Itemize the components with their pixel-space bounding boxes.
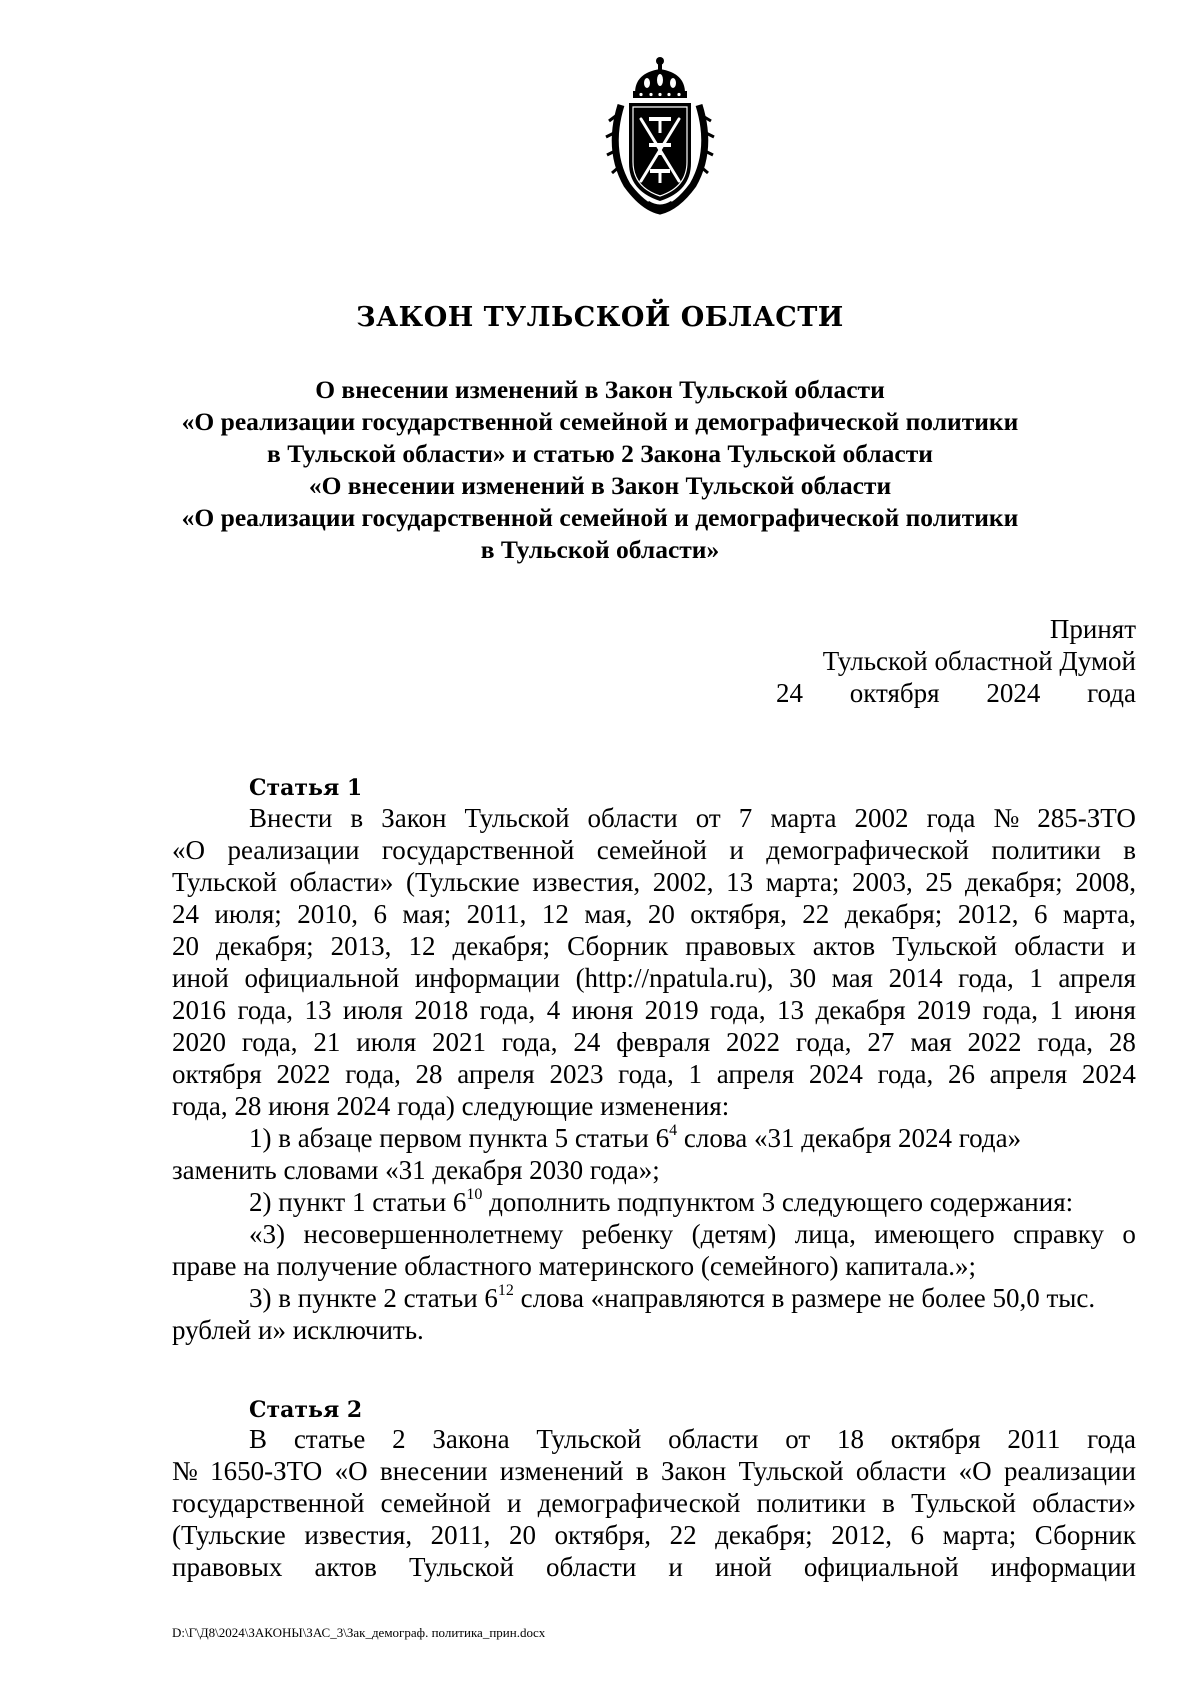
law-title: ЗАКОН ТУЛЬСКОЙ ОБЛАСТИ [356,302,844,333]
adoption-month: октября [849,678,940,708]
word: марта; [765,867,840,897]
article-1-heading: Статья 1 [249,775,363,801]
word: о [1122,1219,1136,1249]
word: и [729,835,744,865]
word: реализации [1003,1456,1136,1486]
word: 13 [777,995,805,1025]
word: области [587,803,678,833]
adoption-year-word: года [1087,678,1136,708]
text-line [172,898,1136,930]
word: известия, [532,867,641,897]
word: года [926,803,976,833]
word: (http://npatula.ru), [575,963,774,993]
word: декабря [815,995,906,1025]
word: 2003, [852,867,913,897]
word: 20 [647,899,675,929]
word: изменений [499,1456,624,1486]
word: декабря; [715,1520,813,1550]
word: области [1014,931,1105,961]
word: официальной [803,1552,959,1582]
word: актов [314,1552,377,1582]
word: 21 [313,1027,341,1057]
word: в [882,1488,895,1518]
word: имеющего [874,1219,995,1249]
word: года, [795,1027,852,1057]
word: мая [910,1027,952,1057]
word: 20 [508,1520,536,1550]
word: ребенку [581,1219,674,1249]
word: марта; [942,1520,1017,1550]
subtitle-line: «О реализации государственной семейной и демографической политики [181,503,1019,532]
word: «О [958,1456,992,1486]
item-3-continued: рублей и» исключить. [172,1315,424,1345]
word: 30 [789,963,817,993]
word: года [1087,1424,1136,1454]
word: 2022 [967,1027,1022,1057]
word: информации [414,963,560,993]
word: правовых [172,1552,283,1582]
word: Тульской [172,867,277,897]
word: октября [172,1059,262,1089]
word: 2024 [808,1059,863,1089]
word: года, [877,1059,934,1089]
item-2-quote-continued: праве на получение областного материнского (семейного) капитала.»; [172,1251,977,1281]
text-line [172,930,1136,962]
text-line [172,866,1136,898]
word: внесении [380,1456,488,1486]
word: апреля [989,1059,1068,1089]
word: 2019 [644,995,699,1025]
word: демографической [537,1488,741,1518]
word: (детям) [691,1219,777,1249]
word: 2020 [172,1027,226,1057]
word: от [695,803,721,833]
text-line [172,1423,1136,1455]
word: года, [1037,1027,1094,1057]
word: политики [756,1488,866,1518]
word: года, [982,995,1039,1025]
word: 20 [172,931,199,961]
word: актов [812,931,876,961]
adopted-label: Принят [1049,614,1136,644]
word: 27 [867,1027,895,1057]
word: № [993,803,1020,833]
word: 6 [910,1520,925,1550]
text-line [172,1551,1136,1583]
item-2: 2) пункт 1 статьи $6^{10}$ дополнить подпунктом 3 следующего содержания: [249,1186,1074,1217]
word: информации [990,1552,1136,1582]
word: 2021 [432,1027,487,1057]
word: 2019 [917,995,971,1025]
word: года, [237,995,294,1025]
word: справку [1013,1219,1104,1249]
word: года, [710,995,766,1025]
word: и [1121,931,1136,961]
word: области [546,1552,637,1582]
word: апреля [457,1059,535,1089]
adoption-block [776,613,1136,709]
word: декабря; [452,931,551,961]
word: мая; [402,899,452,929]
article-2-heading: Статья 2 [249,1397,363,1423]
word: 2002 [854,803,909,833]
text-line [172,962,1136,994]
word: иной [714,1552,772,1582]
word: известия, [304,1520,413,1550]
item-1: 1) в абзаце первом пункта 5 статьи $6^4$ слова «31 декабря 2024 года» [249,1122,1022,1153]
word: Тульской [738,1456,844,1486]
word: июня [571,995,634,1025]
word: июля; [214,899,282,929]
word: несовершеннолетнему [303,1219,564,1249]
text-line [172,1487,1136,1519]
word: октября, [554,1520,652,1550]
word: и [668,1552,683,1582]
word: года, [618,1059,674,1089]
word: Тульской [911,1488,1016,1518]
word: года, [241,1027,298,1057]
word: 18 [836,1424,864,1454]
word: года, [501,1027,558,1057]
word: 12 [541,899,569,929]
word: 7 [738,803,753,833]
text-line [172,1058,1136,1090]
adopted-by: Тульской областной Думой [822,646,1136,676]
word: апреля [716,1059,795,1089]
word: и [507,1488,522,1518]
article-1-body [172,802,1136,1346]
word: Сборник [567,931,669,961]
word: 26 [947,1059,975,1089]
word: мая [831,963,873,993]
file-path-footer: D:\Г\Д8\2024\ЗАКОНЫ\ЗАС_3\Зак_демограф. политика_прин.docx [172,1625,546,1640]
word: года, [958,963,1014,993]
word: официальной [244,963,400,993]
word: Тульской [536,1424,642,1454]
word: года, [345,1059,401,1089]
word: в [350,803,364,833]
word: иной [172,963,229,993]
item-2-quote [172,1218,1136,1250]
word: 2008, [1075,867,1136,897]
text-line [172,1026,1136,1058]
subtitle-line: в Тульской области» [480,535,720,564]
word: «О [172,835,205,865]
word: области» [1032,1488,1136,1518]
word: Закона [432,1424,510,1454]
word: Тульской [409,1552,514,1582]
word: 2010, [297,899,358,929]
word: июня [1074,995,1136,1025]
subtitle-line: «О реализации государственной семейной и демографической политики [181,407,1019,436]
text-line [172,994,1136,1026]
word: 13 [726,867,754,897]
word: 285-ЗТО [1037,803,1136,833]
word: октября, [690,899,787,929]
word: 2011 [1007,1424,1061,1454]
word: 2012, [831,1520,892,1550]
word: 2002, [652,867,714,897]
word: «3) [249,1219,285,1249]
word: июля [342,995,403,1025]
word: 22 [802,899,830,929]
word: Внести [249,803,333,833]
word: 2014 [888,963,943,993]
word: 2011, [466,899,527,929]
word: 1 [688,1059,702,1089]
word: реализации [227,835,360,865]
article-2-body [172,1423,1136,1583]
word: политики [991,835,1101,865]
word: 4 [546,995,561,1025]
word: статье [293,1424,366,1454]
word: государственной [381,835,575,865]
text-line [172,834,1136,866]
word: «О [334,1456,368,1486]
word: 2012, [957,899,1019,929]
item-3: 3) в пункте 2 статьи $6^{12}$ слова «направляются в размере не более 50,0 тыс. [249,1282,1096,1313]
word: 2013, [330,931,392,961]
word: семейной [380,1488,491,1518]
text-line [172,1455,1136,1487]
word: 28 [1108,1027,1136,1057]
word: Тульской [892,931,998,961]
word: 2016 [172,995,226,1025]
word: мая, [584,899,633,929]
word: марта, [1062,899,1136,929]
adoption-day: 24 [776,678,803,708]
word: 2022 [276,1059,331,1089]
word: 2 [392,1424,406,1454]
word: Закон [661,1456,727,1486]
word: 28 [415,1059,443,1089]
word: 1 [1029,963,1043,993]
word: 2022 [726,1027,781,1057]
subtitle-line: в Тульской области» и статью 2 Закона Тульской области [267,439,933,468]
subtitle-line: О внесении изменений в Закон Тульской области [315,375,885,404]
word: декабря; [965,867,1063,897]
word: 1 [1049,995,1063,1025]
word: 24 [573,1027,601,1057]
word: государственной [172,1488,365,1518]
text-line [172,802,1136,834]
coat-of-arms-icon [605,55,715,215]
item-1-continued: заменить словами «31 декабря 2030 года»; [172,1155,660,1185]
word: 6 [1033,899,1048,929]
word: 12 [408,931,436,961]
adoption-date [776,677,1136,709]
word: (Тульские [405,867,520,897]
word: демографической [766,835,969,865]
word: области [855,1456,947,1486]
word: (Тульские [172,1520,286,1550]
word: от [785,1424,811,1454]
word: области» [289,867,394,897]
word: 22 [669,1520,697,1550]
word: в [635,1456,649,1486]
word: 25 [925,867,953,897]
word: 1650-ЗТО [210,1456,323,1486]
text-line: года, 28 июня 2024 года) следующие изменения: [172,1091,730,1121]
word: В [249,1424,268,1454]
text-line [172,1519,1136,1551]
word: 2023 [549,1059,604,1089]
word: 2011, [430,1520,491,1550]
word: года, [479,995,536,1025]
word: 24 [172,899,199,929]
word: декабря; [844,899,943,929]
word: 13 [304,995,332,1025]
word: марта [770,803,837,833]
word: октября [890,1424,981,1454]
word: семейной [596,835,707,865]
word: февраля [616,1027,711,1057]
word: № [172,1456,198,1486]
word: правовых [685,931,796,961]
word: декабря; [216,931,314,961]
word: лица, [794,1219,856,1249]
word: Тульской [464,803,570,833]
word: Сборник [1034,1520,1136,1550]
subtitle-line: «О внесении изменений в Закон Тульской области [308,471,892,500]
word: 2018 [414,995,469,1025]
word: Закон [381,803,447,833]
word: области [668,1424,759,1454]
adoption-year: 2024 [986,678,1041,708]
word: апреля [1058,963,1136,993]
word: июля [356,1027,417,1057]
law-subtitle [140,374,1060,566]
word: в [1123,835,1136,865]
word: 2024 [1081,1059,1136,1089]
word: 6 [373,899,387,929]
